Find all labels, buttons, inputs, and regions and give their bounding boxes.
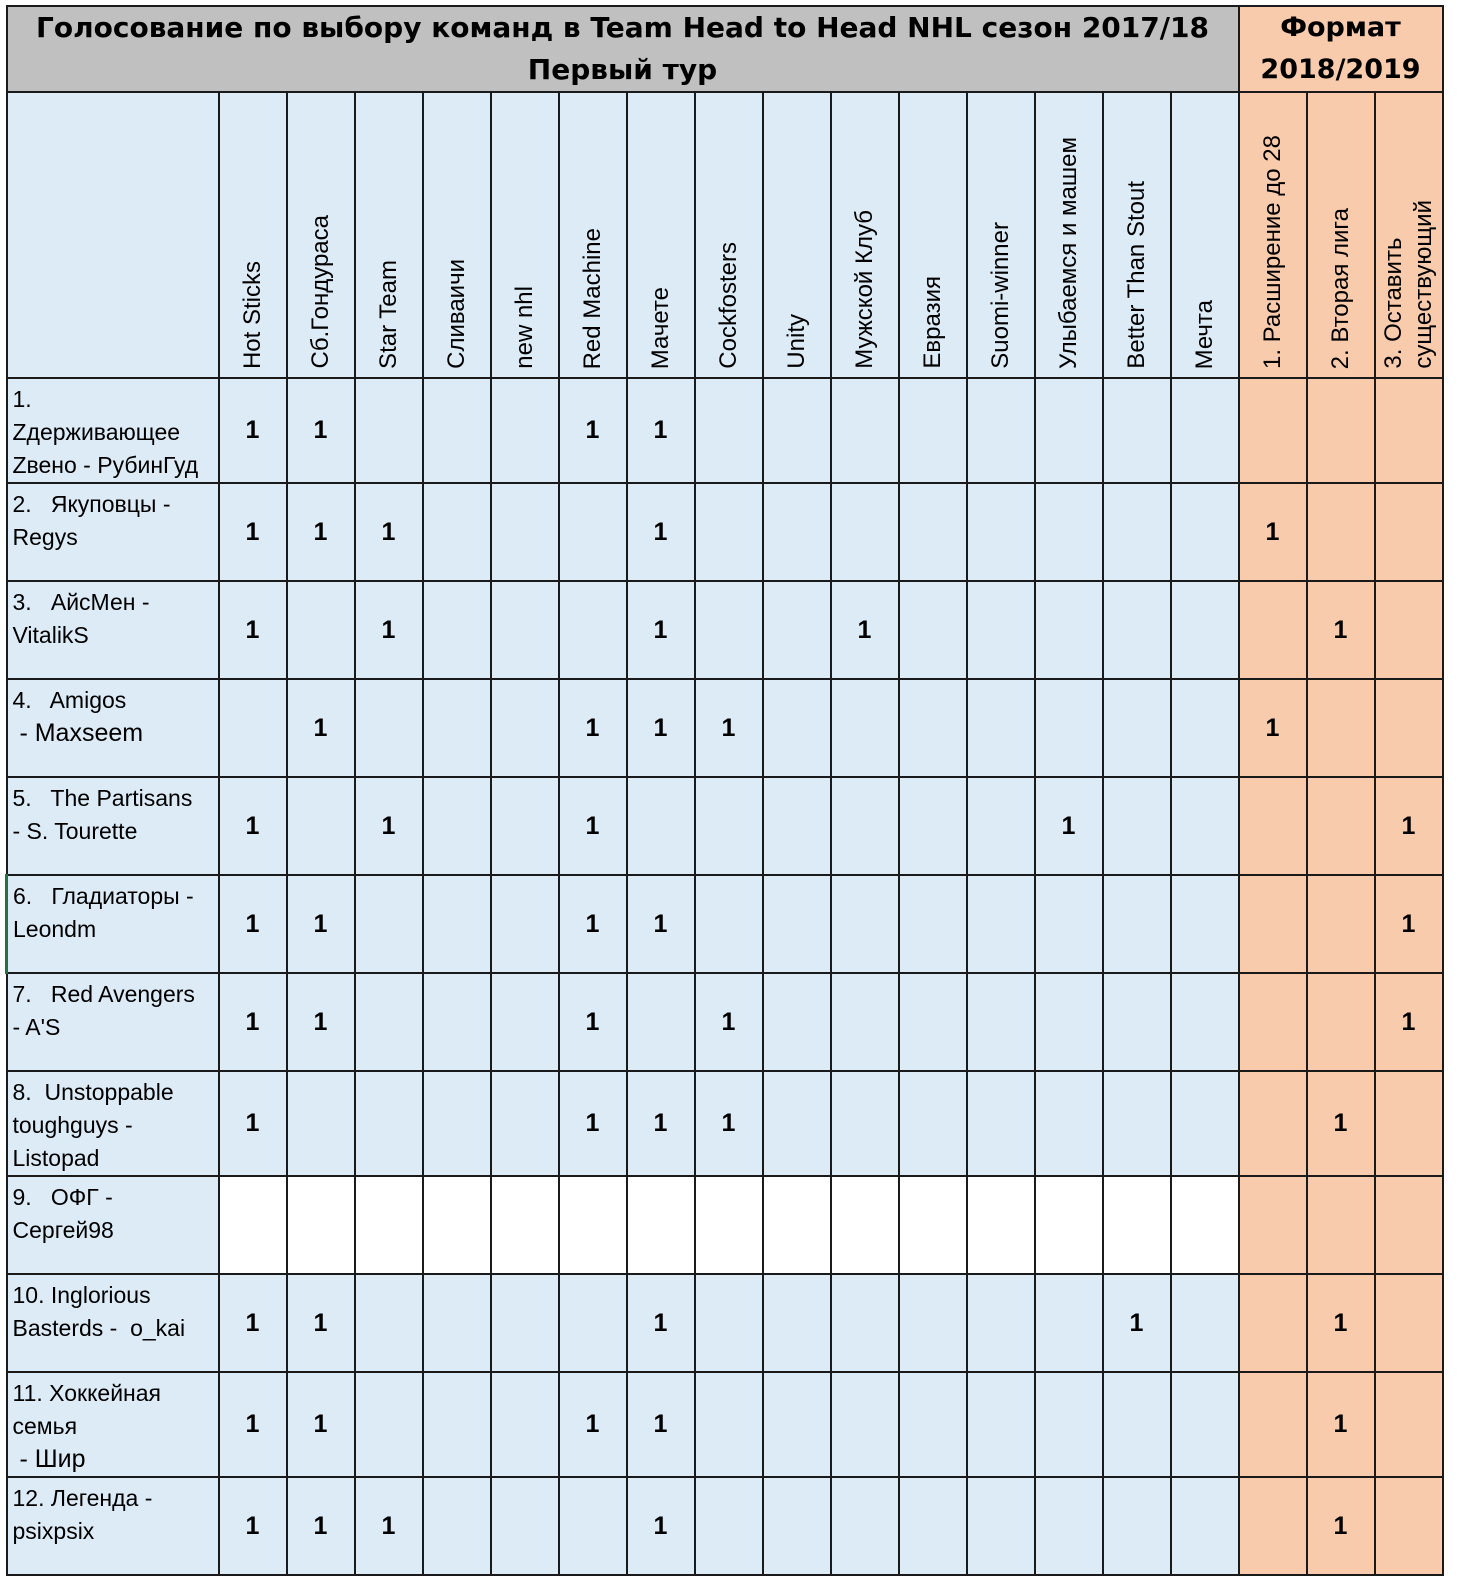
team-header[interactable] bbox=[287, 92, 355, 378]
vote-cell[interactable]: 1 bbox=[355, 777, 423, 875]
player-cell[interactable]: 7. Red Avengers - A'S bbox=[7, 973, 219, 1071]
format-vote-cell[interactable] bbox=[1375, 679, 1443, 777]
vote-cell[interactable] bbox=[287, 777, 355, 875]
vote-cell[interactable]: 1 bbox=[695, 973, 763, 1071]
vote-cell[interactable]: 1 bbox=[559, 1372, 627, 1477]
format-header[interactable] bbox=[1239, 92, 1307, 378]
vote-cell[interactable] bbox=[1171, 483, 1239, 581]
vote-cell[interactable]: 1 bbox=[219, 1372, 287, 1477]
vote-cell[interactable]: 1 bbox=[627, 1071, 695, 1176]
player-name-large: - Шир bbox=[12, 1445, 86, 1473]
table-row bbox=[7, 1372, 1443, 1477]
vote-cell[interactable]: 1 bbox=[219, 875, 287, 973]
vote-cell[interactable] bbox=[219, 1176, 287, 1274]
vote-cell[interactable] bbox=[763, 875, 831, 973]
format-vote-cell[interactable]: 1 bbox=[1239, 679, 1307, 777]
team-header-label: Suomi-winner bbox=[986, 222, 1014, 369]
vote-cell[interactable] bbox=[1171, 1477, 1239, 1575]
team-header-label: Евразия bbox=[918, 276, 946, 369]
vote-cell[interactable] bbox=[423, 973, 491, 1071]
vote-cell[interactable]: 1 bbox=[627, 483, 695, 581]
vote-cell[interactable] bbox=[899, 1274, 967, 1372]
header-row bbox=[7, 92, 1443, 378]
vote-cell[interactable] bbox=[695, 1477, 763, 1575]
player-cell[interactable]: 2. Якуповцы - Regys bbox=[7, 483, 219, 581]
format-header-label: 2. Вторая лига bbox=[1326, 207, 1354, 369]
vote-cell[interactable]: 1 bbox=[355, 1477, 423, 1575]
vote-cell[interactable] bbox=[423, 777, 491, 875]
vote-cell[interactable]: 1 bbox=[287, 679, 355, 777]
table-row bbox=[7, 581, 1443, 679]
team-header-label: Hot Sticks bbox=[238, 260, 266, 369]
vote-cell[interactable]: 1 bbox=[355, 581, 423, 679]
vote-cell[interactable] bbox=[1171, 378, 1239, 483]
vote-cell[interactable] bbox=[831, 1477, 899, 1575]
team-header[interactable] bbox=[831, 92, 899, 378]
vote-cell[interactable] bbox=[1035, 1477, 1103, 1575]
format-vote-cell[interactable]: 1 bbox=[1307, 1071, 1375, 1176]
vote-cell[interactable] bbox=[899, 1071, 967, 1176]
player-cell[interactable]: 12. Легенда - psixpsix bbox=[7, 1477, 219, 1575]
vote-cell[interactable] bbox=[831, 679, 899, 777]
format-vote-cell[interactable] bbox=[1239, 1372, 1307, 1477]
table-row bbox=[7, 378, 1443, 483]
vote-cell[interactable] bbox=[355, 378, 423, 483]
team-header-label: Star Team bbox=[374, 260, 402, 369]
vote-cell[interactable] bbox=[967, 777, 1035, 875]
vote-cell[interactable] bbox=[1103, 875, 1171, 973]
vote-cell[interactable]: 1 bbox=[627, 679, 695, 777]
vote-cell[interactable] bbox=[355, 875, 423, 973]
player-cell[interactable]: 9. ОФГ - Сергей98 bbox=[7, 1176, 219, 1274]
vote-cell[interactable] bbox=[967, 1372, 1035, 1477]
vote-cell[interactable] bbox=[1035, 875, 1103, 973]
vote-cell[interactable] bbox=[899, 581, 967, 679]
vote-cell[interactable] bbox=[967, 378, 1035, 483]
vote-cell[interactable] bbox=[831, 378, 899, 483]
format-vote-cell[interactable] bbox=[1307, 679, 1375, 777]
vote-cell[interactable] bbox=[491, 1274, 559, 1372]
format-vote-cell[interactable] bbox=[1307, 378, 1375, 483]
vote-cell[interactable]: 1 bbox=[287, 378, 355, 483]
vote-cell[interactable]: 1 bbox=[695, 1071, 763, 1176]
vote-cell[interactable] bbox=[899, 973, 967, 1071]
vote-cell[interactable] bbox=[1171, 1372, 1239, 1477]
voting-table bbox=[5, 5, 1444, 1576]
format-vote-cell[interactable]: 1 bbox=[1307, 581, 1375, 679]
vote-cell[interactable] bbox=[899, 1372, 967, 1477]
vote-cell[interactable] bbox=[219, 679, 287, 777]
vote-cell[interactable] bbox=[695, 581, 763, 679]
vote-cell[interactable] bbox=[491, 1176, 559, 1274]
team-header[interactable] bbox=[1035, 92, 1103, 378]
vote-cell[interactable]: 1 bbox=[559, 1071, 627, 1176]
format-vote-cell[interactable] bbox=[1239, 1274, 1307, 1372]
vote-cell[interactable] bbox=[967, 581, 1035, 679]
format-header-label: 3. Оставить существующий bbox=[1379, 200, 1437, 369]
vote-cell[interactable] bbox=[423, 378, 491, 483]
vote-cell[interactable]: 1 bbox=[219, 973, 287, 1071]
vote-cell[interactable]: 1 bbox=[219, 581, 287, 679]
title-line-2: Первый тур bbox=[527, 53, 718, 86]
vote-cell[interactable] bbox=[695, 1274, 763, 1372]
vote-cell[interactable] bbox=[1171, 1274, 1239, 1372]
vote-cell[interactable]: 1 bbox=[627, 1274, 695, 1372]
vote-cell[interactable]: 1 bbox=[287, 483, 355, 581]
vote-cell[interactable] bbox=[1103, 973, 1171, 1071]
vote-cell[interactable] bbox=[491, 777, 559, 875]
player-cell[interactable]: 5. The Partisans - S. Tourette bbox=[7, 777, 219, 875]
vote-cell[interactable]: 1 bbox=[219, 1274, 287, 1372]
vote-cell[interactable]: 1 bbox=[559, 777, 627, 875]
vote-cell[interactable] bbox=[1035, 378, 1103, 483]
format-vote-cell[interactable] bbox=[1375, 1477, 1443, 1575]
team-header-label: new nhl bbox=[510, 286, 538, 369]
format-vote-cell[interactable]: 1 bbox=[1375, 973, 1443, 1071]
vote-cell[interactable] bbox=[423, 1274, 491, 1372]
vote-cell[interactable] bbox=[491, 581, 559, 679]
table-row bbox=[7, 483, 1443, 581]
vote-cell[interactable] bbox=[627, 1176, 695, 1274]
format-vote-cell[interactable]: 1 bbox=[1239, 483, 1307, 581]
vote-cell[interactable]: 1 bbox=[627, 1372, 695, 1477]
team-header-label: Cockfosters bbox=[714, 242, 742, 369]
vote-cell[interactable] bbox=[559, 1176, 627, 1274]
vote-cell[interactable] bbox=[899, 777, 967, 875]
vote-cell[interactable] bbox=[423, 875, 491, 973]
vote-cell[interactable] bbox=[491, 378, 559, 483]
vote-cell[interactable] bbox=[899, 679, 967, 777]
team-header[interactable] bbox=[627, 92, 695, 378]
player-cell[interactable]: 11. Хоккейная семья - Шир bbox=[7, 1372, 219, 1477]
vote-cell[interactable] bbox=[1171, 1071, 1239, 1176]
vote-cell[interactable] bbox=[491, 875, 559, 973]
format-vote-cell[interactable]: 1 bbox=[1307, 1274, 1375, 1372]
vote-cell[interactable] bbox=[423, 581, 491, 679]
vote-cell[interactable]: 1 bbox=[559, 973, 627, 1071]
vote-cell[interactable] bbox=[1103, 679, 1171, 777]
table-row bbox=[7, 679, 1443, 777]
vote-cell[interactable] bbox=[695, 777, 763, 875]
vote-cell[interactable] bbox=[899, 875, 967, 973]
format-header[interactable] bbox=[1375, 92, 1443, 378]
team-header-label: Сливаичи bbox=[442, 259, 470, 369]
vote-cell[interactable] bbox=[1103, 1071, 1171, 1176]
format-vote-cell[interactable]: 1 bbox=[1307, 1477, 1375, 1575]
vote-cell[interactable] bbox=[627, 777, 695, 875]
vote-cell[interactable] bbox=[1103, 483, 1171, 581]
vote-cell[interactable]: 1 bbox=[219, 777, 287, 875]
vote-cell[interactable]: 1 bbox=[287, 973, 355, 1071]
vote-cell[interactable] bbox=[1103, 581, 1171, 679]
vote-cell[interactable] bbox=[763, 1071, 831, 1176]
player-cell[interactable]: 6. Гладиаторы - Leondm bbox=[7, 875, 219, 973]
vote-cell[interactable] bbox=[1035, 973, 1103, 1071]
vote-cell[interactable] bbox=[967, 483, 1035, 581]
vote-cell[interactable]: 1 bbox=[627, 1477, 695, 1575]
player-name-large: - Maxseem bbox=[12, 719, 144, 747]
vote-cell[interactable] bbox=[695, 1372, 763, 1477]
vote-cell[interactable]: 1 bbox=[287, 1477, 355, 1575]
vote-cell[interactable] bbox=[763, 973, 831, 1071]
vote-cell[interactable]: 1 bbox=[559, 679, 627, 777]
team-header[interactable] bbox=[219, 92, 287, 378]
format-vote-cell[interactable]: 1 bbox=[1307, 1372, 1375, 1477]
vote-cell[interactable] bbox=[355, 679, 423, 777]
format-vote-cell[interactable] bbox=[1307, 777, 1375, 875]
vote-cell[interactable]: 1 bbox=[219, 1071, 287, 1176]
vote-cell[interactable] bbox=[967, 679, 1035, 777]
vote-cell[interactable] bbox=[491, 483, 559, 581]
format-vote-cell[interactable]: 1 bbox=[1375, 777, 1443, 875]
vote-cell[interactable] bbox=[1171, 777, 1239, 875]
vote-cell[interactable] bbox=[967, 973, 1035, 1071]
format-vote-cell[interactable] bbox=[1239, 973, 1307, 1071]
vote-cell[interactable]: 1 bbox=[627, 581, 695, 679]
vote-cell[interactable] bbox=[1171, 973, 1239, 1071]
vote-cell[interactable] bbox=[763, 1176, 831, 1274]
vote-cell[interactable] bbox=[287, 581, 355, 679]
team-header-label: Unity bbox=[782, 314, 810, 369]
vote-cell[interactable] bbox=[831, 1176, 899, 1274]
vote-cell[interactable] bbox=[287, 1176, 355, 1274]
vote-cell[interactable] bbox=[423, 1477, 491, 1575]
vote-cell[interactable]: 1 bbox=[627, 875, 695, 973]
vote-cell[interactable] bbox=[695, 483, 763, 581]
team-header-label: Мужской Клуб bbox=[850, 210, 878, 369]
vote-cell[interactable] bbox=[763, 1274, 831, 1372]
vote-cell[interactable] bbox=[899, 483, 967, 581]
team-header[interactable] bbox=[491, 92, 559, 378]
format-title[interactable] bbox=[1239, 6, 1443, 92]
title-row bbox=[7, 6, 1443, 92]
vote-cell[interactable] bbox=[491, 1372, 559, 1477]
table-row bbox=[7, 1274, 1443, 1372]
table-title[interactable] bbox=[7, 6, 1239, 92]
vote-cell[interactable] bbox=[1035, 679, 1103, 777]
vote-cell[interactable] bbox=[831, 483, 899, 581]
vote-cell[interactable] bbox=[423, 1372, 491, 1477]
vote-cell[interactable] bbox=[355, 1176, 423, 1274]
team-header[interactable] bbox=[423, 92, 491, 378]
vote-cell[interactable] bbox=[423, 679, 491, 777]
format-vote-cell[interactable] bbox=[1375, 1274, 1443, 1372]
vote-cell[interactable] bbox=[355, 1071, 423, 1176]
team-header-label: Улыбаемся и машем bbox=[1054, 137, 1082, 369]
vote-cell[interactable] bbox=[763, 581, 831, 679]
vote-cell[interactable] bbox=[763, 1477, 831, 1575]
vote-cell[interactable] bbox=[695, 875, 763, 973]
team-header[interactable] bbox=[763, 92, 831, 378]
team-header[interactable] bbox=[559, 92, 627, 378]
player-cell[interactable]: 8. Unstoppable toughguys - Listopad bbox=[7, 1071, 219, 1176]
vote-cell[interactable]: 1 bbox=[831, 581, 899, 679]
table-row bbox=[7, 875, 1443, 973]
vote-cell[interactable] bbox=[831, 875, 899, 973]
vote-cell[interactable] bbox=[1035, 1071, 1103, 1176]
vote-cell[interactable] bbox=[1103, 1372, 1171, 1477]
vote-cell[interactable] bbox=[763, 378, 831, 483]
format-title-line-1: Формат bbox=[1280, 12, 1401, 43]
table-row bbox=[7, 1071, 1443, 1176]
vote-cell[interactable] bbox=[1103, 777, 1171, 875]
vote-cell[interactable] bbox=[899, 1477, 967, 1575]
format-vote-cell[interactable] bbox=[1375, 1372, 1443, 1477]
team-header-label: Сб.Гондураса bbox=[306, 215, 334, 369]
format-vote-cell[interactable] bbox=[1239, 1071, 1307, 1176]
format-vote-cell[interactable] bbox=[1375, 1071, 1443, 1176]
player-cell[interactable]: 10. Inglorious Basterds - o_kai bbox=[7, 1274, 219, 1372]
vote-cell[interactable] bbox=[491, 1477, 559, 1575]
vote-cell[interactable] bbox=[559, 581, 627, 679]
vote-cell[interactable] bbox=[355, 1372, 423, 1477]
format-vote-cell[interactable] bbox=[1239, 378, 1307, 483]
vote-cell[interactable] bbox=[355, 973, 423, 1071]
vote-cell[interactable] bbox=[763, 483, 831, 581]
vote-cell[interactable]: 1 bbox=[559, 378, 627, 483]
vote-cell[interactable]: 1 bbox=[559, 875, 627, 973]
format-vote-cell[interactable] bbox=[1239, 1477, 1307, 1575]
vote-cell[interactable] bbox=[287, 1071, 355, 1176]
format-vote-cell[interactable] bbox=[1239, 777, 1307, 875]
vote-cell[interactable] bbox=[491, 1071, 559, 1176]
vote-cell[interactable] bbox=[1171, 679, 1239, 777]
vote-cell[interactable] bbox=[967, 875, 1035, 973]
format-vote-cell[interactable] bbox=[1375, 1176, 1443, 1274]
vote-cell[interactable] bbox=[831, 777, 899, 875]
vote-cell[interactable] bbox=[491, 973, 559, 1071]
vote-cell[interactable] bbox=[559, 483, 627, 581]
vote-cell[interactable]: 1 bbox=[219, 483, 287, 581]
vote-cell[interactable] bbox=[1035, 1176, 1103, 1274]
vote-cell[interactable] bbox=[899, 1176, 967, 1274]
vote-cell[interactable] bbox=[1171, 875, 1239, 973]
format-vote-cell[interactable] bbox=[1375, 581, 1443, 679]
format-vote-cell[interactable]: 1 bbox=[1375, 875, 1443, 973]
vote-cell[interactable] bbox=[831, 1274, 899, 1372]
vote-cell[interactable] bbox=[831, 1372, 899, 1477]
format-vote-cell[interactable] bbox=[1239, 1176, 1307, 1274]
table-row bbox=[7, 777, 1443, 875]
vote-cell[interactable] bbox=[1103, 378, 1171, 483]
table-row bbox=[7, 1477, 1443, 1575]
team-header-label: Мечта bbox=[1190, 299, 1218, 369]
vote-cell[interactable] bbox=[1035, 1372, 1103, 1477]
team-header[interactable] bbox=[695, 92, 763, 378]
vote-cell[interactable] bbox=[1035, 581, 1103, 679]
corner-cell[interactable] bbox=[7, 92, 219, 378]
team-header[interactable] bbox=[899, 92, 967, 378]
format-vote-cell[interactable] bbox=[1307, 875, 1375, 973]
format-vote-cell[interactable] bbox=[1307, 973, 1375, 1071]
vote-cell[interactable] bbox=[423, 1071, 491, 1176]
vote-cell[interactable] bbox=[967, 1274, 1035, 1372]
player-cell[interactable]: 3. АйсМен - VitalikS bbox=[7, 581, 219, 679]
vote-cell[interactable] bbox=[1103, 1477, 1171, 1575]
vote-cell[interactable] bbox=[355, 1274, 423, 1372]
vote-cell[interactable]: 1 bbox=[1103, 1274, 1171, 1372]
team-header[interactable] bbox=[355, 92, 423, 378]
team-header-label: Better Than Stout bbox=[1122, 181, 1150, 369]
vote-cell[interactable]: 1 bbox=[695, 679, 763, 777]
table-row bbox=[7, 1176, 1443, 1274]
vote-cell[interactable]: 1 bbox=[219, 1477, 287, 1575]
vote-cell[interactable] bbox=[763, 777, 831, 875]
vote-cell[interactable] bbox=[1171, 1176, 1239, 1274]
format-vote-cell[interactable] bbox=[1375, 483, 1443, 581]
vote-cell[interactable]: 1 bbox=[287, 1274, 355, 1372]
title-line-1: Голосование по выбору команд в Team Head to Head NHL сезон 2017/18 bbox=[36, 11, 1209, 44]
vote-cell[interactable]: 1 bbox=[219, 378, 287, 483]
format-header-label: 1. Расширение до 28 bbox=[1258, 135, 1286, 369]
vote-cell[interactable] bbox=[559, 1274, 627, 1372]
vote-cell[interactable] bbox=[831, 1071, 899, 1176]
vote-cell[interactable] bbox=[627, 973, 695, 1071]
vote-cell[interactable] bbox=[763, 1372, 831, 1477]
vote-cell[interactable] bbox=[1171, 581, 1239, 679]
vote-cell[interactable] bbox=[1035, 483, 1103, 581]
vote-cell[interactable]: 1 bbox=[287, 1372, 355, 1477]
vote-cell[interactable] bbox=[967, 1176, 1035, 1274]
team-header-label: Мачете bbox=[646, 286, 674, 369]
vote-cell[interactable]: 1 bbox=[1035, 777, 1103, 875]
format-vote-cell[interactable] bbox=[1239, 875, 1307, 973]
format-header[interactable] bbox=[1307, 92, 1375, 378]
team-header-label: Red Machine bbox=[578, 227, 606, 369]
team-header[interactable] bbox=[967, 92, 1035, 378]
team-header[interactable] bbox=[1171, 92, 1239, 378]
vote-cell[interactable] bbox=[1035, 1274, 1103, 1372]
vote-cell[interactable] bbox=[899, 378, 967, 483]
format-title-line-2: 2018/2019 bbox=[1260, 54, 1421, 85]
vote-cell[interactable]: 1 bbox=[287, 875, 355, 973]
vote-cell[interactable] bbox=[695, 378, 763, 483]
player-cell[interactable]: 1. Zдерживающее Zвено - РубинГуд bbox=[7, 378, 219, 483]
spreadsheet bbox=[5, 5, 1444, 1576]
vote-cell[interactable]: 1 bbox=[627, 378, 695, 483]
player-cell[interactable]: 4. Amigos - Maxseem bbox=[7, 679, 219, 777]
format-vote-cell[interactable] bbox=[1307, 1176, 1375, 1274]
vote-cell[interactable] bbox=[491, 679, 559, 777]
vote-cell[interactable] bbox=[559, 1477, 627, 1575]
format-vote-cell[interactable] bbox=[1239, 581, 1307, 679]
vote-cell[interactable] bbox=[967, 1071, 1035, 1176]
vote-cell[interactable] bbox=[1103, 1176, 1171, 1274]
vote-cell[interactable] bbox=[423, 483, 491, 581]
vote-cell[interactable]: 1 bbox=[355, 483, 423, 581]
table-row bbox=[7, 973, 1443, 1071]
format-vote-cell[interactable] bbox=[1307, 483, 1375, 581]
vote-cell[interactable] bbox=[423, 1176, 491, 1274]
vote-cell[interactable] bbox=[695, 1176, 763, 1274]
vote-cell[interactable] bbox=[967, 1477, 1035, 1575]
format-vote-cell[interactable] bbox=[1375, 378, 1443, 483]
team-header[interactable] bbox=[1103, 92, 1171, 378]
vote-cell[interactable] bbox=[831, 973, 899, 1071]
vote-cell[interactable] bbox=[763, 679, 831, 777]
